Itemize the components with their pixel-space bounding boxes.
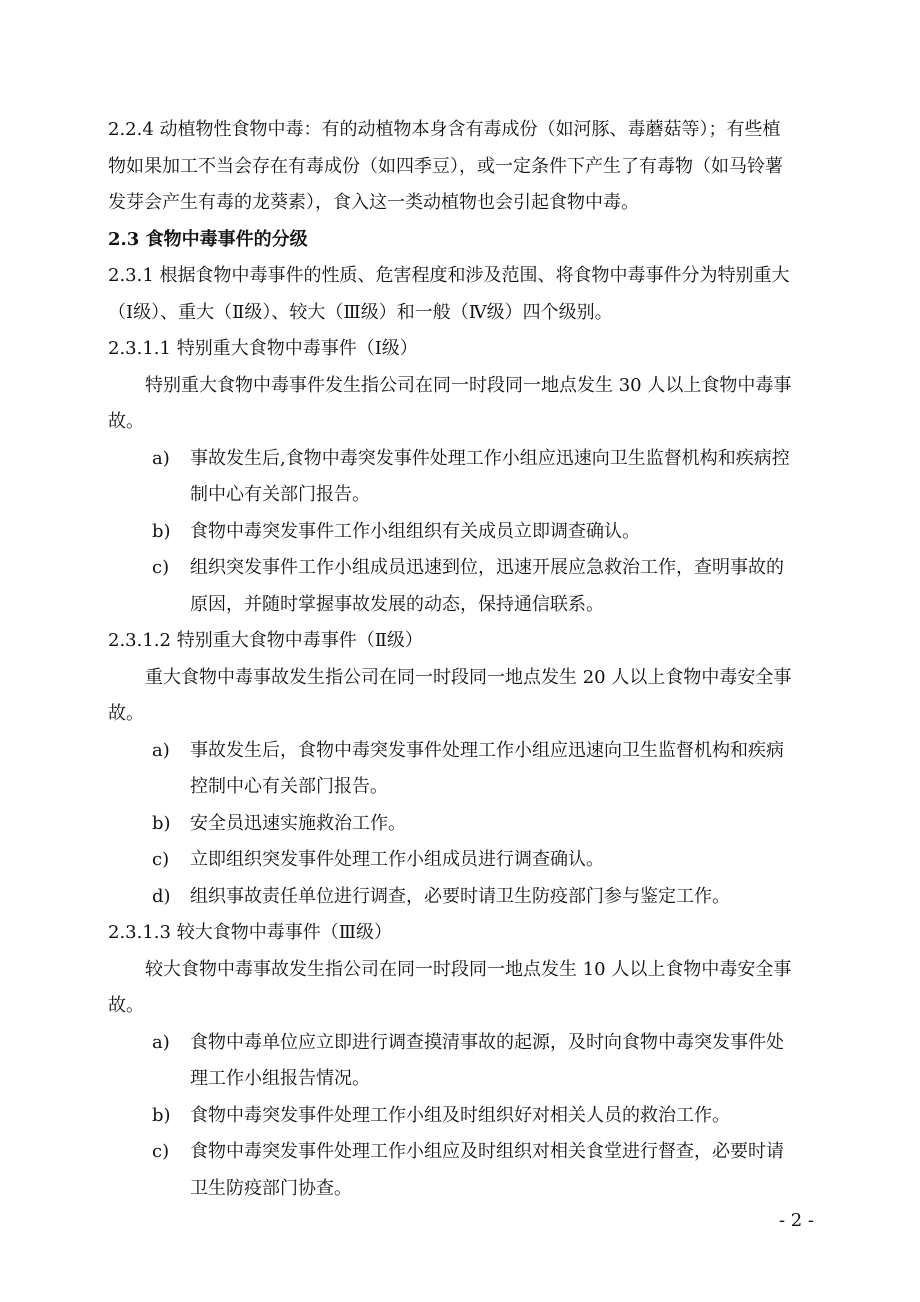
paragraph-line: 重大食物中毒事故发生指公司在同一时段同一地点发生 20 人以上食物中毒安全事 <box>145 666 792 688</box>
paragraph-line: 故。 <box>108 411 144 432</box>
list-item-marker: c) <box>152 849 170 870</box>
text-line: 发芽会产生有毒的龙葵素），食入这一类动植物也会引起食物中毒。 <box>108 192 639 213</box>
list-item-text-line: 控制中心有关部门报告。 <box>190 776 388 797</box>
list-item <box>108 1098 813 1135</box>
list-item-text-line: 原因，并随时掌握事故发展的动态，保持通信联系。 <box>190 593 604 615</box>
list-item-marker: b) <box>152 1104 171 1126</box>
list-item-marker: d) <box>152 885 171 907</box>
text-line: 2.3.1.1 特别重大食物中毒事件（Ⅰ级） <box>108 338 418 359</box>
text-line: 2.3.1 根据食物中毒事件的性质、危害程度和涉及范围、将食物中毒事件分为特别重大 <box>108 265 790 286</box>
list-item-marker: a) <box>152 1031 170 1053</box>
list-item-marker: a) <box>152 739 170 761</box>
list-item-marker: a) <box>152 447 170 469</box>
list-item <box>108 733 813 806</box>
section-heading: 2.3 食物中毒事件的分级 <box>108 228 308 250</box>
list-item <box>108 550 813 623</box>
text-line: 2.3.1.2 特别重大食物中毒事件（Ⅱ级） <box>108 630 423 651</box>
text-line: （Ⅰ级）、重大（Ⅱ级）、较大（Ⅲ级）和一般（Ⅳ级）四个级别。 <box>108 301 613 323</box>
list-item-text-line: 事故发生后,食物中毒突发事件处理工作小组应迅速向卫生监督机构和疾病控 <box>190 447 790 469</box>
list-item-marker: b) <box>152 812 171 834</box>
list-item-text-line: 食物中毒单位应立即进行调查摸清事故的起源，及时向食物中毒突发事件处 <box>190 1031 784 1053</box>
list-item-text-line: 组织事故责任单位进行调查，必要时请卫生防疫部门参与鉴定工作。 <box>190 885 730 907</box>
list-item-text-line: 安全员迅速实施救治工作。 <box>190 812 406 834</box>
paragraph-line: 故。 <box>108 995 144 1016</box>
list-item-text-line: 制中心有关部门报告。 <box>190 484 370 505</box>
paragraph-line: 较大食物中毒事故发生指公司在同一时段同一地点发生 10 人以上食物中毒安全事 <box>145 958 792 980</box>
list-item-text-line: 理工作小组报告情况。 <box>190 1068 370 1089</box>
text-line: 2.3.1.3 较大食物中毒事件（Ⅲ级） <box>108 922 393 943</box>
list-item-marker: c) <box>152 557 170 578</box>
list-item-text-line: 立即组织突发事件处理工作小组成员进行调查确认。 <box>190 849 604 870</box>
list-item <box>108 1025 813 1098</box>
list-item-text-line: 卫生防疫部门协查。 <box>190 1177 352 1199</box>
paragraph-line: 故。 <box>108 703 144 724</box>
list-item <box>108 514 813 551</box>
paragraph-line: 特别重大食物中毒事件发生指公司在同一时段同一地点发生 30 人以上食物中毒事 <box>145 374 792 396</box>
list-item-text-line: 组织突发事件工作小组成员迅速到位，迅速开展应急救治工作，查明事故的 <box>190 557 784 578</box>
list-item-marker: c) <box>152 1141 170 1162</box>
list-item <box>108 842 813 879</box>
list-item-text-line: 食物中毒突发事件工作小组组织有关成员立即调查确认。 <box>190 520 640 542</box>
list-item <box>108 879 813 916</box>
list-item <box>108 806 813 843</box>
list-item <box>108 441 813 514</box>
list-item-marker: b) <box>152 520 171 542</box>
page-number: - 2 - <box>778 1210 814 1231</box>
text-line: 物如果加工不当会存在有毒成份（如四季豆），或一定条件下产生了有毒物（如马铃薯 <box>108 155 783 177</box>
document-body <box>108 112 813 1207</box>
list-item <box>108 1134 813 1207</box>
list-item-text-line: 食物中毒突发事件处理工作小组应及时组织对相关食堂进行督查，必要时请 <box>190 1141 784 1162</box>
list-item-text-line: 食物中毒突发事件处理工作小组及时组织好对相关人员的救治工作。 <box>190 1104 730 1126</box>
text-line: 2.2.4 动植物性食物中毒：有的动植物本身含有毒成份（如河豚、毒蘑菇等）；有些植 <box>108 119 781 140</box>
list-item-text-line: 事故发生后，食物中毒突发事件处理工作小组应迅速向卫生监督机构和疾病 <box>190 739 784 761</box>
